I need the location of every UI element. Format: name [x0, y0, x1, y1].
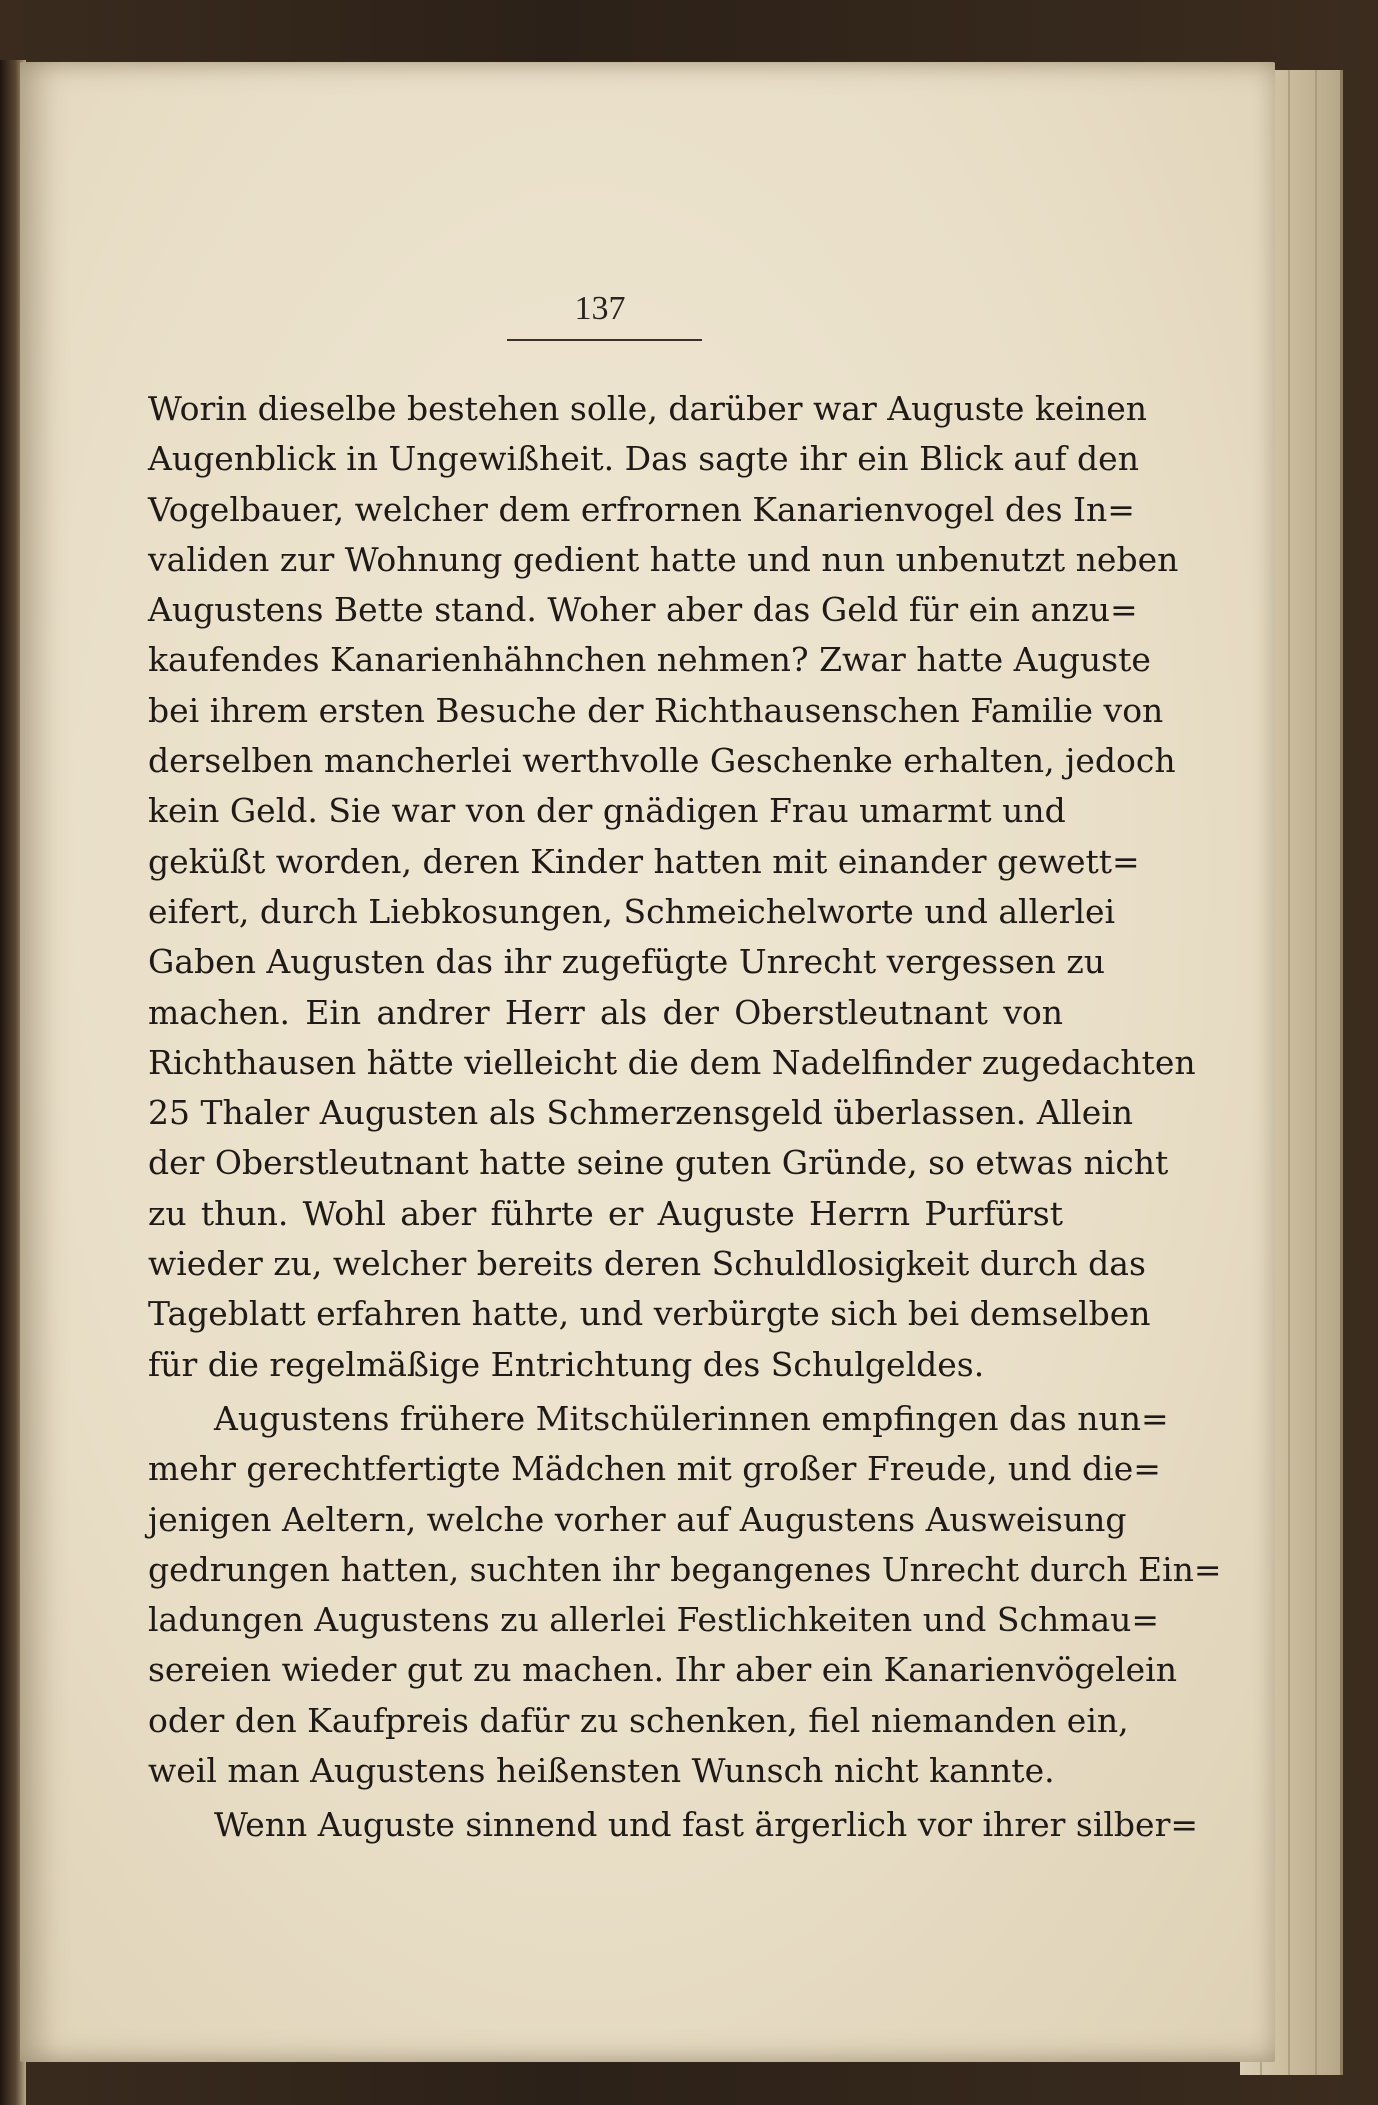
text-line: 25 Thaler Augusten als Schmerzensgeld überlassen. Allein [148, 1093, 1134, 1133]
header-rule [507, 339, 702, 341]
text-line: Gaben Augusten das ihr zugefügte Unrecht vergessen zu [148, 942, 1106, 982]
text-line: mehr gerechtfertigte Mädchen mit großer Freude, und die= [148, 1449, 1161, 1489]
text-line: machen. Ein andrer Herr als der Oberstleutnant von [148, 992, 1063, 1032]
text-line: Worin dieselbe bestehen solle, darüber war Auguste keinen [148, 389, 1148, 428]
text-line: Augustens Bette stand. Woher aber das Geld für ein anzu= [148, 590, 1138, 630]
text-line: eifert, durch Liebkosungen, Schmeichelworte und allerlei [148, 891, 1116, 931]
text-line: geküßt worden, deren Kinder hatten mit einander gewett= [148, 841, 1140, 881]
text-line: Augustens frühere Mitschülerinnen empfingen das nun= [214, 1398, 1169, 1438]
text-line: derselben mancherlei werthvolle Geschenke erhalten, jedoch [148, 741, 1176, 781]
body-text [148, 384, 1222, 1851]
text-line: für die regelmäßige Entrichtung des Schulgeldes. [148, 1344, 985, 1384]
text-line: weil man Augustens heißensten Wunsch nicht kannte. [148, 1751, 1055, 1791]
text-line: kein Geld. Sie war von der gnädigen Frau umarmt und [148, 791, 1066, 831]
text-line: oder den Kaufpreis dafür zu schenken, fiel niemanden ein, [148, 1700, 1129, 1740]
page-number: 137 [574, 290, 626, 327]
text-line: Tageblatt erfahren hatte, und verbürgte sich bei demselben [148, 1294, 1151, 1334]
text-line: kaufendes Kanarienhähnchen nehmen? Zwar hatte Auguste [148, 640, 1151, 680]
text-line: der Oberstleutnant hatte seine guten Gründe, so etwas nicht [148, 1143, 1169, 1183]
text-line: Vogelbauer, welcher dem erfrornen Kanarienvogel des In= [148, 489, 1135, 529]
text-line: bei ihrem ersten Besuche der Richthausenschen Familie von [148, 690, 1164, 730]
text-line: Wenn Auguste sinnend und fast ärgerlich vor ihrer silber= [214, 1805, 1199, 1845]
text-line: validen zur Wohnung gedient hatte und nun unbenutzt neben [148, 539, 1179, 579]
text-line: jenigen Aeltern, welche vorher auf Augustens Ausweisung [148, 1499, 1127, 1539]
text-line: zu thun. Wohl aber führte er Auguste Herrn Purfürst [148, 1193, 1063, 1233]
text-line: wieder zu, welcher bereits deren Schuldlosigkeit durch das [148, 1244, 1146, 1284]
text-line: gedrungen hatten, suchten ihr begangenes Unrecht durch Ein= [148, 1549, 1222, 1589]
text-line: Richthausen hätte vielleicht die dem Nadelfinder zugedachten [148, 1042, 1196, 1082]
text-line: Augenblick in Ungewißheit. Das sagte ihr ein Blick auf den [148, 439, 1139, 479]
text-line: ladungen Augustens zu allerlei Festlichkeiten und Schmau= [148, 1600, 1160, 1640]
book-page [20, 62, 1275, 2062]
text-line: sereien wieder gut zu machen. Ihr aber ein Kanarienvögelein [148, 1650, 1177, 1690]
